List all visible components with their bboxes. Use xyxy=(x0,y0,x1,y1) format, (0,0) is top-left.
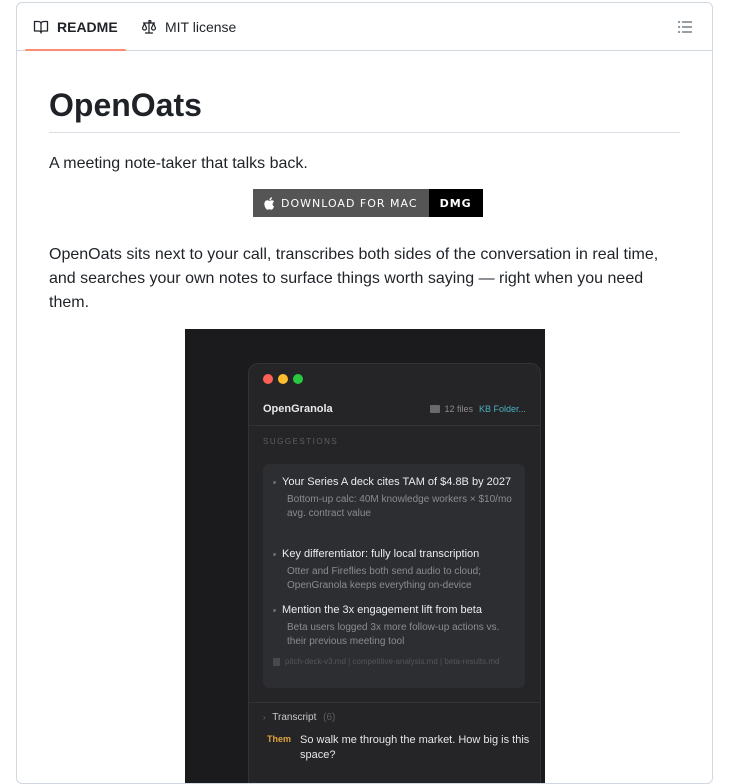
suggestion-item xyxy=(282,603,514,649)
description: OpenOats sits next to your call, transcribes both sides of the conversation in real time, and searches your own notes to surface things worth saying — right when you need them. xyxy=(49,246,659,311)
law-icon xyxy=(141,19,157,35)
suggestion-item xyxy=(282,547,514,593)
suggestion-body: Otter and Fireflies both send audio to cloud; OpenGranola keeps everything on-device xyxy=(287,566,482,591)
suggestions-card xyxy=(263,464,525,688)
badge-left xyxy=(253,189,429,217)
transcript-header xyxy=(263,712,335,723)
kb-folder-link: KB Folder... xyxy=(478,404,526,414)
tagline: A meeting note-taker that talks back. xyxy=(49,155,308,172)
list-unordered-icon xyxy=(677,19,693,35)
app-window xyxy=(248,363,541,784)
zoom-dot xyxy=(293,374,303,384)
sources-text: pitch-deck-v3.md | competitive-analysis.md | beta-results.md xyxy=(285,657,500,666)
transcript-count: (6) xyxy=(323,712,336,723)
suggestion-body: Bottom-up calc: 40M knowledge workers × $10/mo avg. contract value xyxy=(287,494,512,519)
suggestion-body: Beta users logged 3x more follow-up actions vs. their previous meeting tool xyxy=(287,622,500,647)
transcript-row xyxy=(267,733,532,763)
suggestion-title: Mention the 3x engagement lift from beta xyxy=(282,604,482,616)
tab-license-label: MIT license xyxy=(165,18,237,35)
suggestions-header: SUGGESTIONS xyxy=(263,437,339,446)
suggestion-title: Key differentiator: fully local transcription xyxy=(282,548,480,560)
bullet-icon xyxy=(273,553,276,556)
outline-button[interactable] xyxy=(675,17,695,37)
tab-active-underline xyxy=(25,49,126,51)
suggestion-item xyxy=(282,475,514,521)
tab-readme[interactable] xyxy=(25,3,126,50)
badge-left-label: DOWNLOAD FOR MAC xyxy=(281,196,418,210)
file-count: 12 files xyxy=(444,404,473,414)
file-info xyxy=(430,404,526,414)
title-divider xyxy=(49,132,680,133)
header-divider xyxy=(249,425,540,426)
book-icon xyxy=(33,19,49,35)
app-title: OpenGranola xyxy=(263,403,333,415)
minimize-dot xyxy=(278,374,288,384)
transcript-divider xyxy=(249,702,540,703)
app-screenshot-image xyxy=(185,329,545,784)
close-dot xyxy=(263,374,273,384)
bullet-icon xyxy=(273,609,276,612)
apple-icon xyxy=(264,197,275,210)
folder-icon xyxy=(430,405,440,413)
readme-box xyxy=(16,2,713,784)
file-icon xyxy=(273,658,280,666)
readme-tabbar xyxy=(17,3,712,51)
window-controls xyxy=(263,374,303,384)
bullet-icon xyxy=(273,481,276,484)
suggestion-title: Your Series A deck cites TAM of $4.8B by 2027 xyxy=(282,476,512,488)
suggestion-sources xyxy=(273,657,525,667)
speaker-label: Them xyxy=(267,734,292,744)
page-title: OpenOats xyxy=(49,87,202,123)
utterance-text: So walk me through the market. How big is this space? xyxy=(300,734,530,761)
chevron-right-icon: › xyxy=(263,713,266,722)
badge-right: DMG xyxy=(429,189,483,217)
tab-readme-label: README xyxy=(57,18,118,35)
download-badge-link[interactable] xyxy=(253,189,483,217)
transcript-label: Transcript xyxy=(272,712,317,723)
tab-license[interactable] xyxy=(133,3,244,50)
